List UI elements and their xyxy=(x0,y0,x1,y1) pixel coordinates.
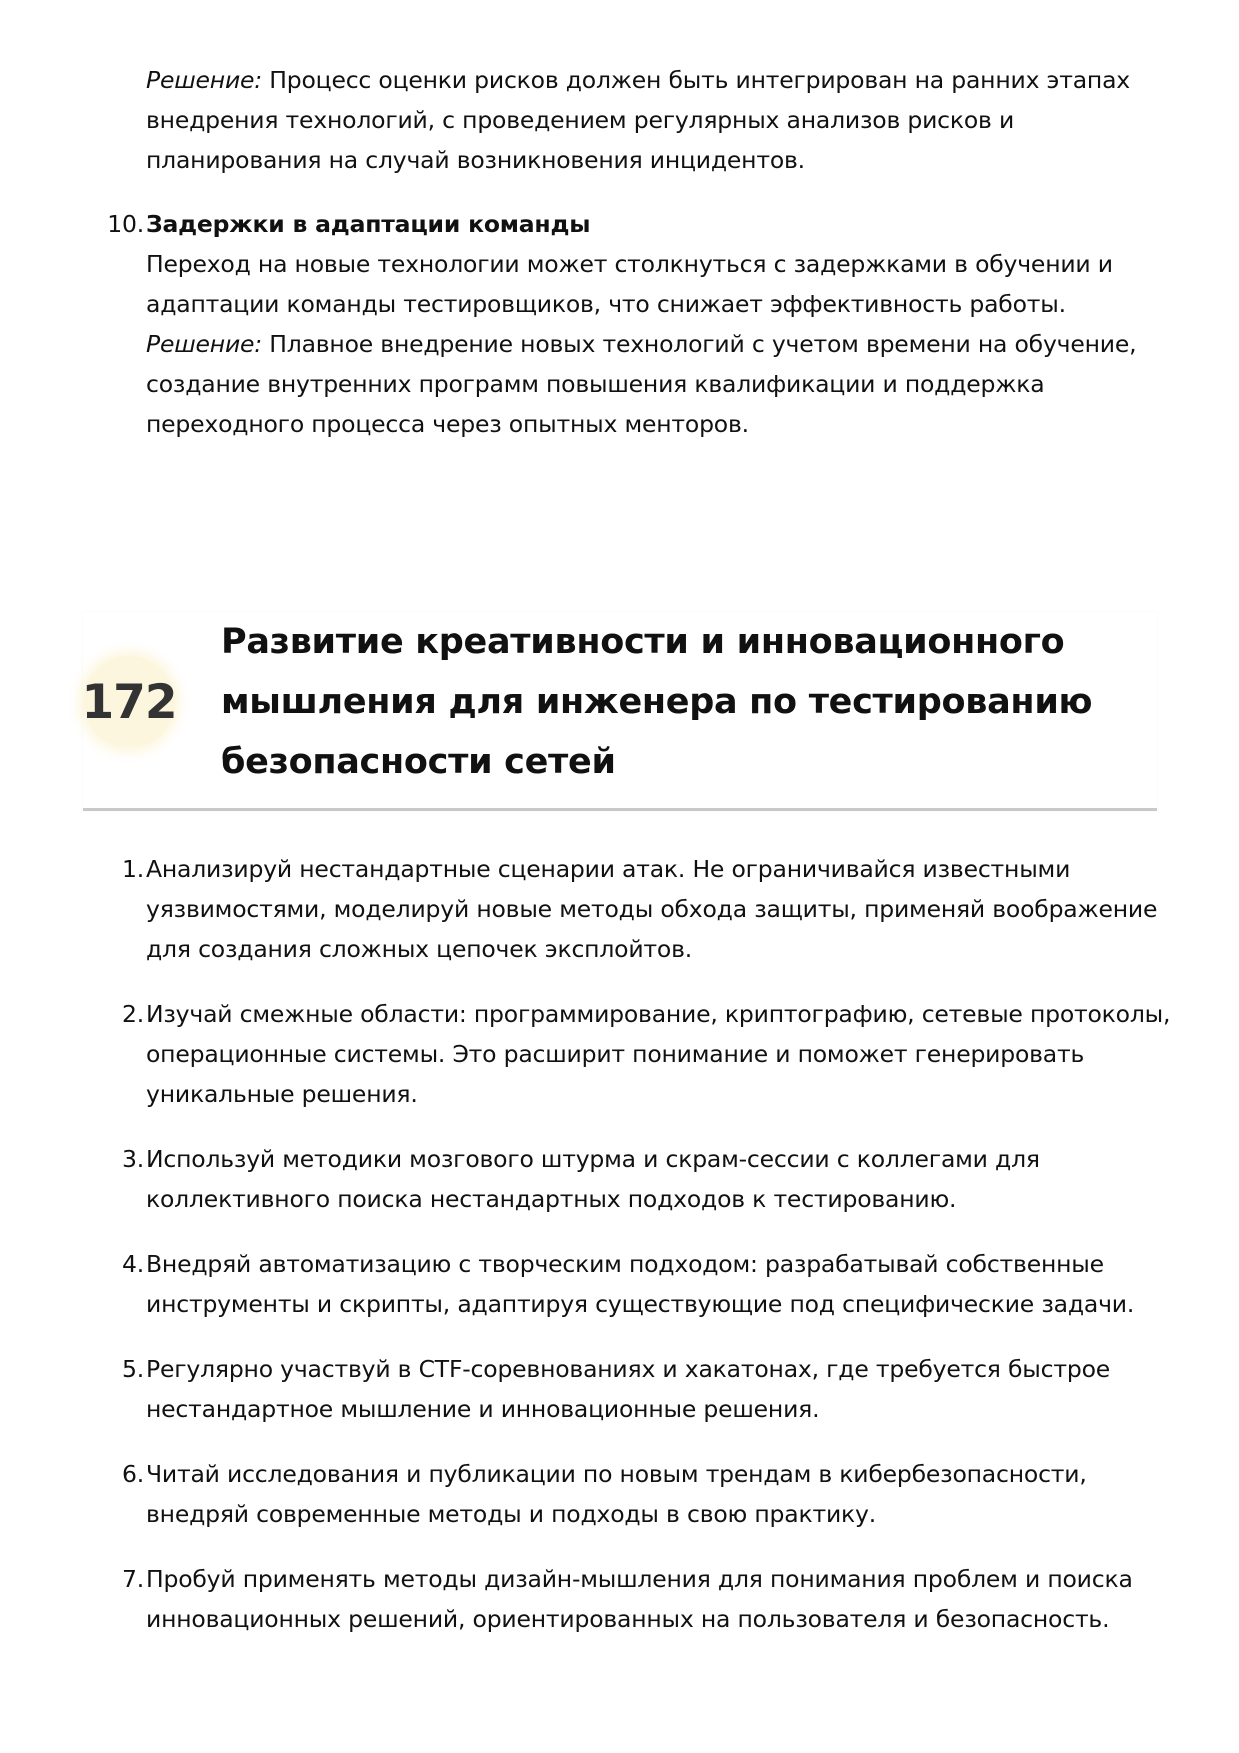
list-item-text: Анализируй нестандартные сценарии атак. Не ограничивайся известными уязвимостями, моделируй новые методы обхода защиты, применяй воображение для создания сложных цепочек эксплойтов. xyxy=(146,855,1158,963)
list-item-10 xyxy=(106,204,1166,444)
list-item xyxy=(106,1349,1176,1429)
list-item-text: Изучай смежные области: программирование, криптографию, сетевые протоколы, операционные системы. Это расширит понимание и поможет генерировать уникальные решения. xyxy=(146,1000,1171,1108)
section-number-badge: 172 xyxy=(83,656,175,748)
list-item-number: 1. xyxy=(121,855,144,883)
list-item xyxy=(106,1139,1176,1219)
solution-paragraph xyxy=(146,324,1166,444)
list-item xyxy=(106,1454,1176,1534)
list-item-text: Читай исследования и публикации по новым трендам в кибербезопасности, внедряй современные методы и подходы в свою практику. xyxy=(146,1460,1087,1528)
list-item-number: 5. xyxy=(121,1355,144,1383)
list-item xyxy=(106,994,1176,1114)
list-item-number: 7. xyxy=(121,1565,144,1593)
list-item xyxy=(106,849,1176,969)
list-item-text: Пробуй применять методы дизайн-мышления для понимания проблем и поиска инновационных решений, ориентированных на пользователя и безопасность. xyxy=(146,1565,1133,1633)
solution-text: Плавное внедрение новых технологий с учетом времени на обучение, создание внутренних программ повышения квалификации и поддержка переходного процесса через опытных менторов. xyxy=(146,330,1137,438)
list-item-number: 4. xyxy=(121,1250,144,1278)
list-item-number: 6. xyxy=(121,1460,144,1488)
list-item-body xyxy=(146,204,1166,444)
list-item-number: 10. xyxy=(107,210,144,238)
previous-item-solution xyxy=(146,60,1156,180)
solution-paragraph xyxy=(146,60,1156,180)
section-header xyxy=(83,612,1157,811)
list-item-number: 2. xyxy=(121,1000,144,1028)
list-item-text: Внедряй автоматизацию с творческим подходом: разрабатывай собственные инструменты и скрипты, адаптируя существующие под специфические задачи. xyxy=(146,1250,1135,1318)
list-item-text: Используй методики мозгового штурма и скрам-сессии с коллегами для коллективного поиска нестандартных подходов к тестированию. xyxy=(146,1145,1040,1213)
list-item-description: Переход на новые технологии может столкнуться с задержками в обучении и адаптации команды тестировщиков, что снижает эффективность работы. xyxy=(146,250,1113,318)
list-item xyxy=(106,1559,1176,1639)
list-item-number: 3. xyxy=(121,1145,144,1173)
list-item-title: Задержки в адаптации команды xyxy=(146,210,591,238)
solution-label: Решение: xyxy=(146,66,263,94)
list-item-text: Регулярно участвуй в CTF-соревнованиях и хакатонах, где требуется быстрое нестандартное мышление и инновационные решения. xyxy=(146,1355,1111,1423)
solution-text: Процесс оценки рисков должен быть интегрирован на ранних этапах внедрения технологий, с проведением регулярных анализов рисков и планирования на случай возникновения инцидентов. xyxy=(146,66,1131,174)
tips-list xyxy=(106,849,1176,1664)
list-item xyxy=(106,1244,1176,1324)
section-title: Развитие креативности и инновационного мышления для инженера по тестированию безопасности сетей xyxy=(221,622,1093,782)
solution-label: Решение: xyxy=(146,330,263,358)
